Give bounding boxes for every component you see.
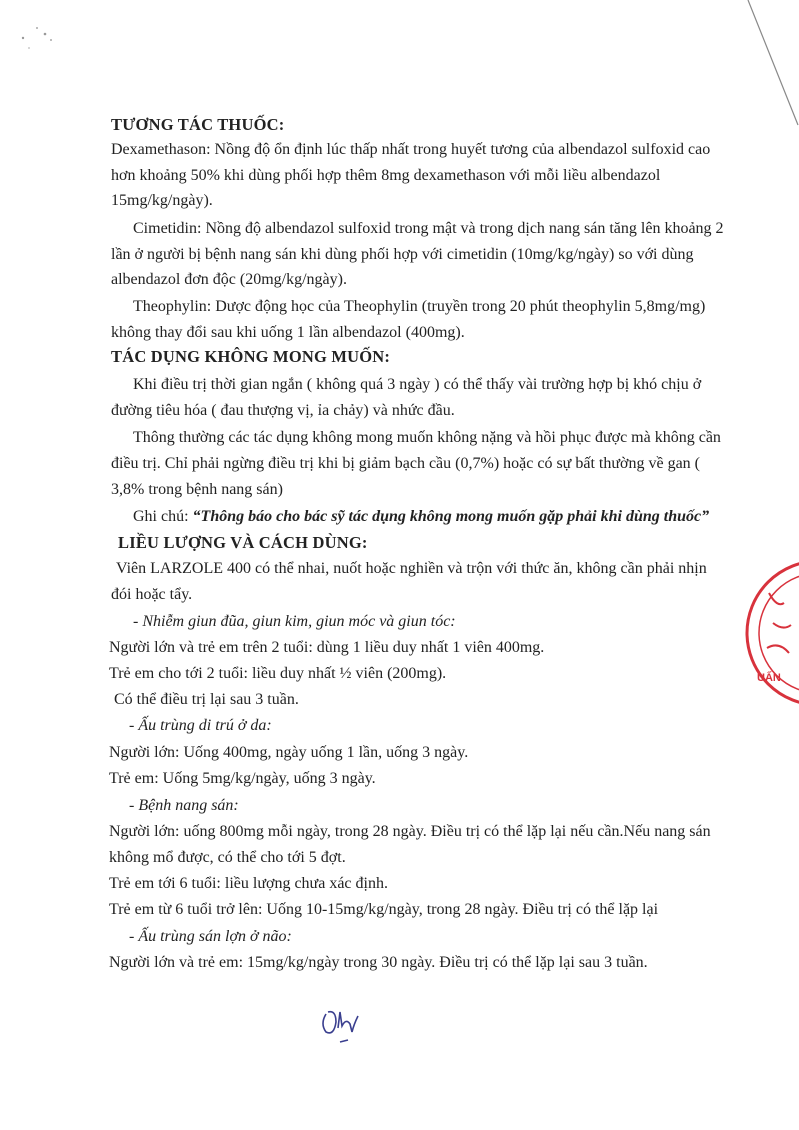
text-line: Theophylin: Dược động học của Theophylin (truyền trong 20 phút theophylin 5,8mg/mg) xyxy=(133,298,706,315)
text-line: Trẻ em từ 6 tuổi trở lên: Uống 10-15mg/kg/ngày, trong 28 ngày. Điều trị có thể lặp lại xyxy=(109,901,659,918)
text-line: lần ở người bị bệnh nang sán khi dùng phối hợp với cimetidin (10mg/kg/ngày) so với dùng xyxy=(111,246,694,263)
text-line: albendazol đơn độc (20mg/kg/ngày). xyxy=(111,271,347,288)
official-stamp xyxy=(739,553,799,713)
text-line: điều trị. Chỉ phải ngừng điều trị khi bị giảm bạch cầu (0,7%) hoặc có sự bất thường về gan ( xyxy=(111,455,700,472)
text-line: Trẻ em cho tới 2 tuổi: liều duy nhất ½ viên (200mg). xyxy=(109,665,447,682)
stamp-text: UẤN xyxy=(757,672,781,684)
text-line: Thông thường các tác dụng không mong muốn không nặng và hồi phục được mà không cần xyxy=(133,429,721,446)
text-line: hơn khoảng 50% khi dùng phối hợp thêm 8mg dexamethason với mỗi liều albendazol xyxy=(111,167,661,184)
subsection-title-neurocysticercosis: - Ấu trùng sán lợn ở não: xyxy=(129,928,292,945)
text-line: Có thể điều trị lại sau 3 tuần. xyxy=(114,691,299,708)
text-line: Trẻ em: Uống 5mg/kg/ngày, uống 3 ngày. xyxy=(109,770,376,787)
text-line: Người lớn và trẻ em trên 2 tuổi: dùng 1 liều duy nhất 1 viên 400mg. xyxy=(109,639,545,656)
subsection-title-hydatid: - Bệnh nang sán: xyxy=(129,797,239,814)
section-heading-dosage: LIỀU LƯỢNG VÀ CÁCH DÙNG: xyxy=(118,533,368,552)
text-line: Dexamethason: Nồng độ ổn định lúc thấp nhất trong huyết tương của albendazol sulfoxid cao xyxy=(111,141,711,158)
section-heading-side-effects: TÁC DỤNG KHÔNG MONG MUỐN: xyxy=(111,347,391,366)
text-line: Khi điều trị thời gian ngắn ( không quá 3 ngày ) có thể thấy vài trường hợp bị khó chịu ở xyxy=(133,376,702,393)
text-line: không thay đổi sau khi uống 1 lần albendazol (400mg). xyxy=(111,324,465,341)
note-text: “Thông báo cho bác sỹ tác dụng không mong muốn gặp phải khi dùng thuốc” xyxy=(192,508,710,525)
text-line: 15mg/kg/ngày). xyxy=(111,192,213,209)
note-label: Ghi chú: xyxy=(133,508,193,525)
text-line: đói hoặc tẩy. xyxy=(111,586,193,603)
text-line: Trẻ em tới 6 tuổi: liều lượng chưa xác định. xyxy=(109,875,388,892)
text-line: 3,8% trong bệnh nang sán) xyxy=(111,481,283,498)
page-fold-line xyxy=(740,0,799,130)
text-line: Cimetidin: Nồng độ albendazol sulfoxid trong mật và trong dịch nang sán tăng lên khoảng 2 xyxy=(133,220,724,237)
text-line: Viên LARZOLE 400 có thể nhai, nuốt hoặc nghiền và trộn với thức ăn, không cần phải nhịn xyxy=(116,560,707,577)
text-line: Người lớn và trẻ em: 15mg/kg/ngày trong 30 ngày. Điều trị có thể lặp lại sau 3 tuần. xyxy=(109,954,648,971)
section-heading-interactions: TƯƠNG TÁC THUỐC: xyxy=(111,115,285,134)
scan-specks xyxy=(15,20,75,60)
text-line: Người lớn: Uống 400mg, ngày uống 1 lần, uống 3 ngày. xyxy=(109,744,469,761)
handwritten-signature xyxy=(318,1002,368,1053)
text-line: đường tiêu hóa ( đau thượng vị, ỉa chảy) và nhức đầu. xyxy=(111,402,455,419)
subsection-title-roundworm: - Nhiễm giun đũa, giun kim, giun móc và giun tóc: xyxy=(133,613,456,630)
text-line: Người lớn: uống 800mg mỗi ngày, trong 28 ngày. Điều trị có thể lặp lại nếu cần.Nếu nang sán xyxy=(109,823,711,840)
text-line: không mổ được, có thể cho tới 5 đợt. xyxy=(109,849,346,866)
subsection-title-larva-skin: - Ấu trùng di trú ở da: xyxy=(129,717,272,734)
note-line xyxy=(133,507,709,527)
